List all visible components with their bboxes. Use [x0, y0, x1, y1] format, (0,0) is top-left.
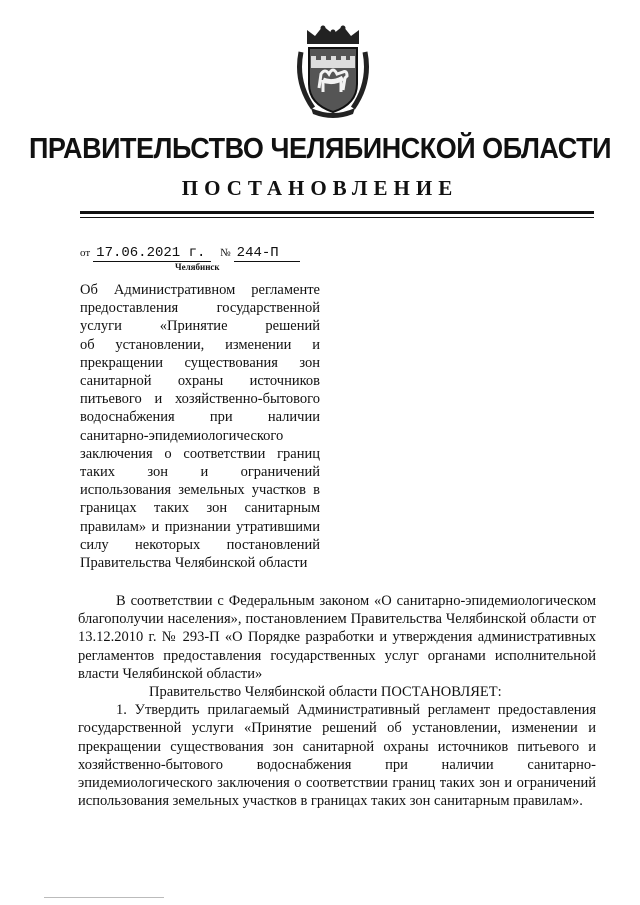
subject-line: питьевого и хозяйственно-бытового — [80, 391, 320, 408]
resolution-statement: Правительство Челябинской области ПОСТАНОВЛЯЕТ: — [149, 684, 502, 701]
document-number: 244-П — [234, 245, 300, 262]
subject-line: использования земельных участков в — [80, 482, 320, 499]
subject-line: об установлении, изменении и — [80, 336, 320, 353]
header-rule-thick — [80, 211, 594, 214]
subject-line: силу некоторых постановлений — [80, 536, 320, 553]
subject-line: санитарно-эпидемиологического — [80, 427, 284, 444]
subject-line: санитарной охраны источников — [80, 373, 320, 390]
preamble-paragraph: В соответствии с Федеральным законом «О санитарно-эпидемиологическом благополучии населения», постановлением Правительства Челябинской области от 13.12.2010 г. № 293-П «О Порядке разработки и утверждения административных регламентов предоставления государственных услуг органами исполнительной власти Челябинской области» — [78, 593, 596, 682]
subject-line: предоставления государственной — [80, 300, 320, 317]
document-date: 17.06.2021 г. — [93, 245, 211, 262]
subject-line: границах таких зон санитарным — [80, 500, 320, 517]
subject-line: правилам» и признании утратившими — [80, 518, 320, 535]
subject-line: услуги «Принятие решений — [80, 318, 320, 335]
date-prefix: от — [80, 247, 91, 259]
scan-mark — [44, 897, 164, 898]
document-meta — [80, 245, 300, 262]
subject-line: Правительства Челябинской области — [80, 555, 308, 572]
document-subject — [80, 281, 320, 572]
number-prefix: № — [220, 247, 231, 259]
subject-line: водоснабжения при наличии — [80, 409, 320, 426]
subject-line: прекращении существования зон — [80, 354, 320, 371]
subject-line: таких зон и ограничений — [80, 464, 320, 481]
document-type: ПОСТАНОВЛЕНИЕ — [181, 176, 459, 200]
item-1-paragraph: 1. Утвердить прилагаемый Административный регламент предоставления государственной услуги «Принятие решений об установлении, изменении и прекращении существования зон санитарной охраны источников питьевого и хозяйственно-бытового водоснабжения при наличии санитарно-эпидемиологического заключения о соответствии границ таких зон и ограничений использования земельных участков в границах таких зон санитарным правилам». — [78, 702, 596, 810]
government-title: ПРАВИТЕЛЬСТВО ЧЕЛЯБИНСКОЙ ОБЛАСТИ — [28, 133, 612, 165]
coat-of-arms-icon — [293, 22, 373, 118]
city-name: Челябинск — [175, 262, 220, 272]
subject-line: Об Административном регламенте — [80, 282, 320, 298]
document-body — [78, 592, 596, 810]
header-rule-thin — [80, 217, 594, 218]
subject-line: заключения о соответствии границ — [80, 445, 320, 462]
